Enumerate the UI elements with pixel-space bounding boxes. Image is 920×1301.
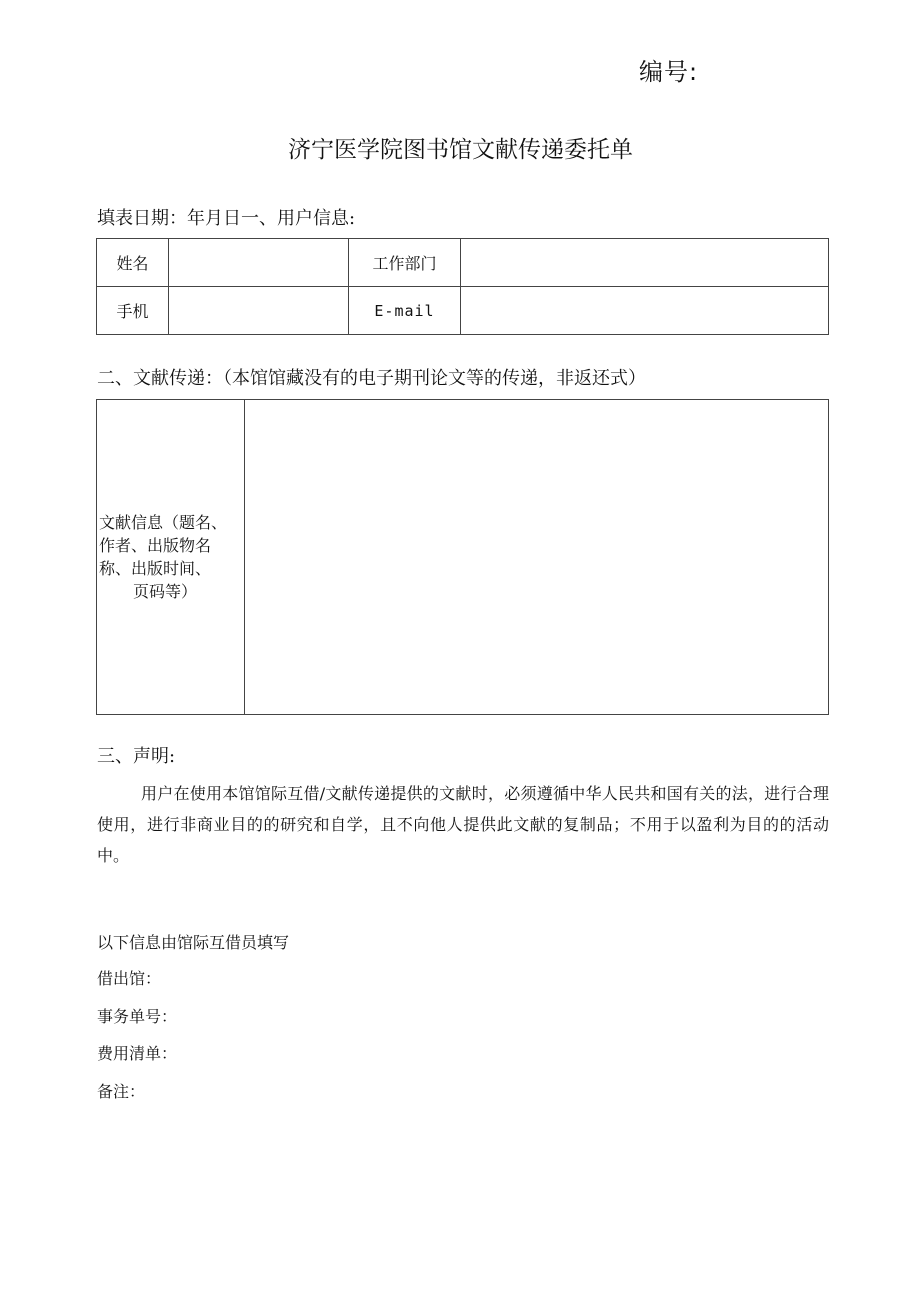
document-info-label-line-2: 作者、出版物名 bbox=[99, 536, 212, 555]
phone-label: 手机 bbox=[97, 287, 169, 335]
document-info-label-line-3: 称、出版时间、 bbox=[99, 559, 212, 578]
phone-field[interactable] bbox=[169, 287, 349, 335]
department-field[interactable] bbox=[461, 239, 829, 287]
table-row bbox=[97, 400, 829, 715]
name-label: 姓名 bbox=[97, 239, 169, 287]
user-info-table bbox=[96, 238, 829, 335]
serial-number-label: 编号: bbox=[639, 58, 699, 86]
statement-text: 用户在使用本馆馆际互借/文献传递提供的文献时，必须遵循中华人民共和国有关的法，进行合理使用，进行非商业目的的研究和自学，且不向他人提供此文献的复制品；不用于以盈利为目的的活动中。 bbox=[97, 784, 829, 865]
email-label: E-mail bbox=[349, 287, 461, 335]
document-info-table bbox=[96, 399, 829, 715]
remarks-label: 备注： bbox=[97, 1082, 146, 1101]
document-info-label-line-4: 页码等） bbox=[133, 582, 198, 601]
fill-date-and-user-info-heading: 填表日期：年月日一、用户信息: bbox=[97, 208, 356, 229]
lending-library-label: 借出馆： bbox=[97, 969, 162, 988]
department-label: 工作部门 bbox=[349, 239, 461, 287]
staff-section-intro: 以下信息由馆际互借员填写 bbox=[97, 933, 290, 952]
page-title: 济宁医学院图书馆文献传递委托单 bbox=[288, 137, 633, 163]
email-field[interactable] bbox=[461, 287, 829, 335]
document-info-label-line-1: 文献信息（题名、 bbox=[99, 513, 228, 532]
fee-list-label: 费用清单： bbox=[97, 1044, 178, 1063]
document-info-label bbox=[97, 400, 245, 715]
statement-heading: 三、声明: bbox=[97, 746, 176, 767]
table-row bbox=[97, 239, 829, 287]
transaction-number-label: 事务单号： bbox=[97, 1007, 178, 1026]
table-row bbox=[97, 287, 829, 335]
document-delivery-heading: 二、文献传递：（本馆馆藏没有的电子期刊论文等的传递，非返还式） bbox=[97, 368, 646, 389]
document-info-field[interactable] bbox=[245, 400, 829, 715]
name-field[interactable] bbox=[169, 239, 349, 287]
